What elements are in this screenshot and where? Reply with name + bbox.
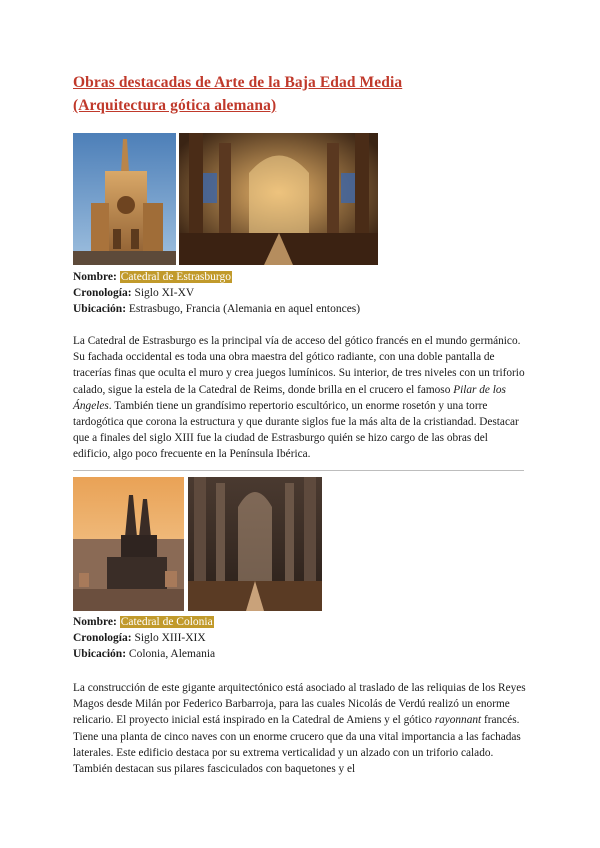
cologne-interior-photo bbox=[188, 477, 322, 611]
work-1-text-b: . También tiene un grandísimo repertorio escultórico, un enorme rosetón y una torre tardogótica que corona la estructura y que durante siglos fue la más alta de la cristiandad. Destacar que a finales del siglo XIII fue la ciudad de Estrasburgo quién se hizo cargo de las obras del edificio, algo poco frecuente en la Península Ibérica. bbox=[73, 399, 519, 461]
work-2-description bbox=[73, 680, 528, 777]
work-1-text-emphasis: Pilar de los Ángeles bbox=[73, 383, 506, 412]
work-1-name-line bbox=[73, 269, 360, 285]
chronology-label: Cronología: bbox=[73, 287, 132, 299]
work-1-name: Catedral de Estrasburgo bbox=[120, 271, 232, 283]
work-1-chronology: Siglo XI-XV bbox=[134, 287, 195, 299]
work-1-text-a: La Catedral de Estrasburgo es la principal vía de acceso del gótico francés en el mundo germánico. Su fachada occidental es toda una obra maestra del gótico radiante, con una doble pantalla de tracerías finas que oculta el muro y crea juegos lumínicos. Su interior, de tres niveles con un triforio calado, sigue la estela de la Catedral de Reims, donde brilla en el crucero el famoso bbox=[73, 335, 525, 396]
work-2-text-b: francés. Tiene una planta de cinco naves con un enorme crucero que da una vital importancia a las fachadas laterales. Este edificio destaca por su extrema verticalidad y un alzado con un triforio calado. También destacan sus pilares fasciculados con baquetones y el bbox=[73, 714, 521, 776]
location-label: Ubicación: bbox=[73, 648, 127, 660]
work-1-metadata bbox=[73, 269, 360, 317]
work-2-text-a: La construcción de este gigante arquitectónico está asociado al traslado de las reliquias de los Reyes Magos desde Milán por Federico Barbarroja, para las cuales Nicolás de Verdú realizó un enorme relicario. El proyecto inicial está inspirado en la Catedral de Amiens y el gótico bbox=[73, 682, 526, 727]
location-label: Ubicación: bbox=[73, 303, 127, 315]
work-2-name: Catedral de Colonia bbox=[120, 616, 213, 628]
strasbourg-interior-photo bbox=[179, 133, 378, 265]
work-2-chronology: Siglo XIII-XIX bbox=[134, 632, 206, 644]
work-2-metadata bbox=[73, 614, 215, 662]
work-1-location: Estrasbugo, Francia (Alemania en aquel entonces) bbox=[128, 303, 361, 315]
work-1-location-line bbox=[73, 301, 360, 317]
work-2-text-emphasis: rayonnant bbox=[434, 714, 482, 727]
section-divider bbox=[73, 470, 524, 471]
work-2-location-line bbox=[73, 646, 215, 662]
chronology-label: Cronología: bbox=[73, 632, 132, 644]
work-1-description bbox=[73, 333, 528, 463]
work-1-chronology-line bbox=[73, 285, 360, 301]
title-line-2: (Arquitectura gótica alemana) bbox=[73, 97, 277, 114]
document-title bbox=[73, 71, 533, 117]
work-2-name-line bbox=[73, 614, 215, 630]
name-label: Nombre: bbox=[73, 616, 117, 628]
name-label: Nombre: bbox=[73, 271, 117, 283]
work-2-location: Colonia, Alemania bbox=[128, 648, 216, 660]
work-2-chronology-line bbox=[73, 630, 215, 646]
cologne-exterior-photo bbox=[73, 477, 184, 611]
title-line-1: Obras destacadas de Arte de la Baja Edad Media bbox=[73, 74, 403, 91]
strasbourg-facade-photo bbox=[73, 133, 176, 265]
